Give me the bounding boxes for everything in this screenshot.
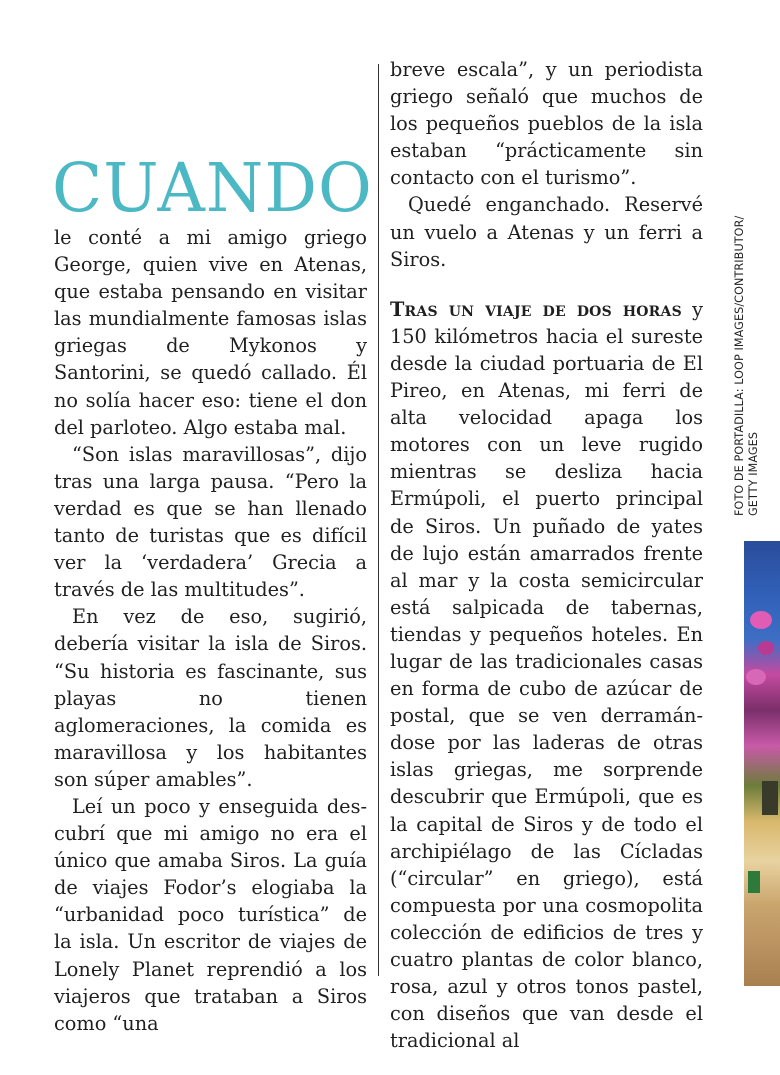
paragraph-text: y 150 kilómetros hacia el sureste desde la ciudad portuaria de El Pireo, en Atenas, mi ferri de alta velocidad apaga los motores con un leve rugido mientras se desliza hacia Ermúpoli, el puerto principal de Siros. Un puñado de yates de lujo están amarrados frente al mar y la costa semicircular está salpicada de tabernas, tiendas y pequeños hoteles. En lugar de las tradicionales casas en forma de cubo de azúcar de postal, que se ven derramándose por las laderas de otras islas griegas, me sorprende descubrir que Ermúpoli, que es la capital de Siros y de todo el archipiélago de las Cícladas (“circular” en griego), está compuesta por una cosmopolita colección de edificios de tres y cuatro plantas de color blanco, rosa, azul y otros tonos pastel, con diseños que van desde el tradicional al [390,297,703,1053]
article-column-right [390,56,703,1054]
flower-cluster [758,641,774,655]
photo-credit [733,160,769,516]
cover-photo-strip [744,541,780,986]
column-divider [378,64,379,976]
paragraph [390,296,703,1055]
paragraph: En vez de eso, sugirió, debería visitar la isla de Siros. “Su historia es fascinante, sus playas no tienen aglomeraciones, la comida es maravillosa y los habitantes son súper amables”. [54,605,367,791]
paragraph: Leí un poco y enseguida descubrí que mi amigo no era el único que amaba Siros. La guía de viajes Fodor’s elogiaba la “urbanidad poco turística” de la isla. Un escritor de viajes de Lonely Planet reprendió a los viajeros que trataban a Siros como “una [54,794,367,1035]
window-shape [762,781,778,815]
drop-cap-heading: CUANDO [52,149,373,227]
flower-cluster [746,669,766,685]
paragraph: Quedé enganchado. Reservé un vuelo a Atenas y un ferri a Siros. [390,193,703,271]
paragraph: “Son islas maravillosas”, dijo tras una larga pausa. “Pero la verdad es que se han llenado tanto de turistas que es difícil ver la ‘verdadera’ Grecia a través de las multitudes”. [54,442,367,602]
paragraph: breve escala”, y un periodista griego señaló que muchos de los pequeños pueblos de la isla estaban “prácticamente sin contacto con el turismo”. [390,58,703,190]
section-break [390,273,703,296]
photo-credit-line: FOTO DE PORTADILLA: LOOP IMAGES/CONTRIBUTOR/ [733,215,746,516]
plant-shape [748,871,760,893]
paragraph: le conté a mi amigo griego George, quien vive en Atenas, que estaba pensando en visitar las mundialmente famosas islas griegas de Mykonos y Santorini, se quedó callado. Él no solía hacer eso: tiene el don del parloteo. Algo estaba mal. [54,226,367,439]
flower-cluster [750,611,772,629]
photo-credit-line: GETTY IMAGES [747,431,760,516]
section-lead-in: Tras un viaje de dos horas [390,297,682,321]
article-column-left [52,56,373,1037]
